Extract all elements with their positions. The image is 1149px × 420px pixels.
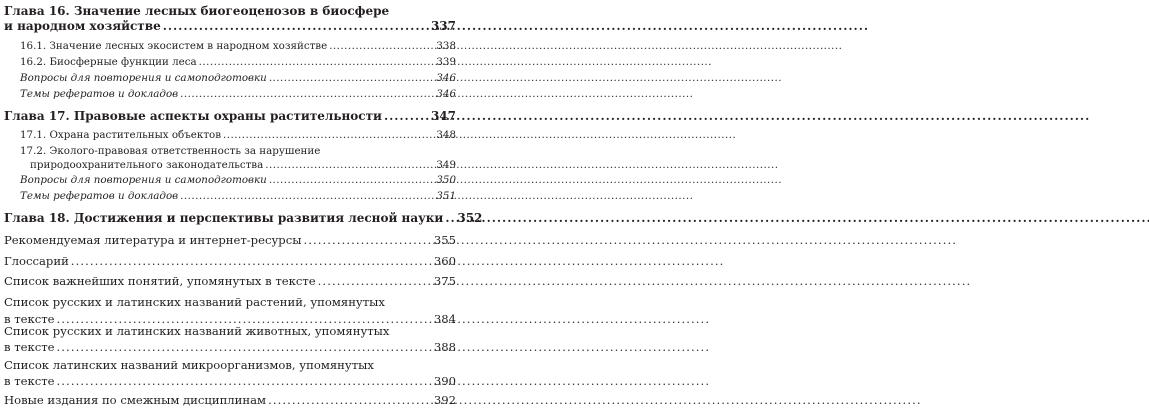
entry-label: 17.1. Охрана растительных объектов xyxy=(20,129,222,141)
toc-entry-concepts[interactable] xyxy=(4,274,456,288)
toc-entry-animals-line1: Список русских и латинских названий животных, упомянутых xyxy=(4,324,390,338)
entry-label: Рекомендуемая литература и интернет-ресурсы xyxy=(4,233,302,247)
chapter-16-title-line1: Глава 16. Значение лесных биогеоценозов в биосфере xyxy=(4,4,390,18)
dot-leader xyxy=(71,254,432,268)
entry-label: в тексте xyxy=(4,340,55,354)
dot-leader xyxy=(223,129,434,141)
toc-entry-glossary[interactable] xyxy=(4,254,456,268)
dot-leader xyxy=(269,72,435,84)
dot-leader xyxy=(268,393,432,407)
page-number: 384 xyxy=(433,312,456,326)
toc-entry-literature[interactable] xyxy=(4,233,456,247)
toc-entry-16-2[interactable] xyxy=(20,56,456,68)
toc-entry-17-2[interactable] xyxy=(30,159,456,171)
page-number: 388 xyxy=(433,340,456,354)
toc-entry-editions[interactable] xyxy=(4,393,456,407)
entry-label: Список важнейших понятий, упомянутых в тексте xyxy=(4,274,316,288)
toc-entry-microbes[interactable] xyxy=(4,374,456,388)
page-number: 392 xyxy=(433,393,456,407)
dot-leader xyxy=(445,211,455,225)
page-number: 348 xyxy=(436,129,456,141)
toc-entry-microbes-line1: Список латинских названий микроорганизмов, упомянутых xyxy=(4,358,374,372)
dot-leader xyxy=(303,233,431,247)
dot-leader xyxy=(329,40,434,52)
entry-label: в тексте xyxy=(4,312,55,326)
toc-entry-17-1[interactable] xyxy=(20,129,456,141)
toc-entry-17-2-line1: 17.2. Эколого-правовая ответственность за нарушение xyxy=(20,145,321,157)
chapter-17-entry[interactable] xyxy=(4,109,456,123)
entry-label: Темы рефератов и докладов xyxy=(20,88,179,100)
entry-label: 16.1. Значение лесных экосистем в народном хозяйстве xyxy=(20,40,328,52)
page-number: 360 xyxy=(433,254,456,268)
toc-entry-16-1[interactable] xyxy=(20,40,456,52)
dot-leader xyxy=(384,109,429,123)
dot-leader xyxy=(57,340,432,354)
dot-leader xyxy=(199,56,435,68)
chapter-18-entry[interactable] xyxy=(4,211,483,225)
page-number: 347 xyxy=(430,109,456,123)
entry-label: Темы рефератов и докладов xyxy=(20,190,179,202)
toc-entry-16-review[interactable] xyxy=(20,72,456,84)
page-number: 352 xyxy=(457,211,483,225)
chapter-16-title-line2: и народном хозяйстве xyxy=(4,19,161,33)
entry-label: Вопросы для повторения и самоподготовки xyxy=(20,72,267,84)
page-number: 338 xyxy=(436,40,456,52)
page-number: 349 xyxy=(436,159,456,171)
toc-entry-16-topics[interactable] xyxy=(20,88,456,100)
entry-label: Вопросы для повторения и самоподготовки xyxy=(20,174,267,186)
page-number: 355 xyxy=(433,233,456,247)
entry-label: Глоссарий xyxy=(4,254,69,268)
entry-label: Новые издания по смежным дисциплинам xyxy=(4,393,267,407)
dot-leader xyxy=(163,19,429,33)
chapter-17-title: Глава 17. Правовые аспекты охраны растительности xyxy=(4,109,382,123)
toc-entry-plants-line1: Список русских и латинских названий растений, упомянутых xyxy=(4,295,385,309)
dot-leader xyxy=(265,159,434,171)
toc-entry-17-topics[interactable] xyxy=(20,190,456,202)
dot-leader xyxy=(269,174,435,186)
page-number: 346 xyxy=(436,72,456,84)
entry-label: природоохранительного законодательства xyxy=(30,159,264,171)
page-number: 337 xyxy=(430,19,456,33)
entry-label: 16.2. Биосферные функции леса xyxy=(20,56,197,68)
page-number: 351 xyxy=(436,190,456,202)
chapter-16-entry[interactable] xyxy=(4,19,456,33)
page-number: 350 xyxy=(436,174,456,186)
dot-leader xyxy=(180,88,434,100)
page-number: 339 xyxy=(436,56,456,68)
page-number: 390 xyxy=(433,374,456,388)
dot-leader xyxy=(180,190,434,202)
entry-label: в тексте xyxy=(4,374,55,388)
page-number: 346 xyxy=(436,88,456,100)
chapter-18-title: Глава 18. Достижения и перспективы развития лесной науки xyxy=(4,211,444,225)
table-of-contents xyxy=(0,0,483,420)
dot-leader xyxy=(318,274,432,288)
page-number: 375 xyxy=(433,274,456,288)
toc-entry-animals[interactable] xyxy=(4,340,456,354)
toc-entry-17-review[interactable] xyxy=(20,174,456,186)
dot-leader xyxy=(57,374,432,388)
